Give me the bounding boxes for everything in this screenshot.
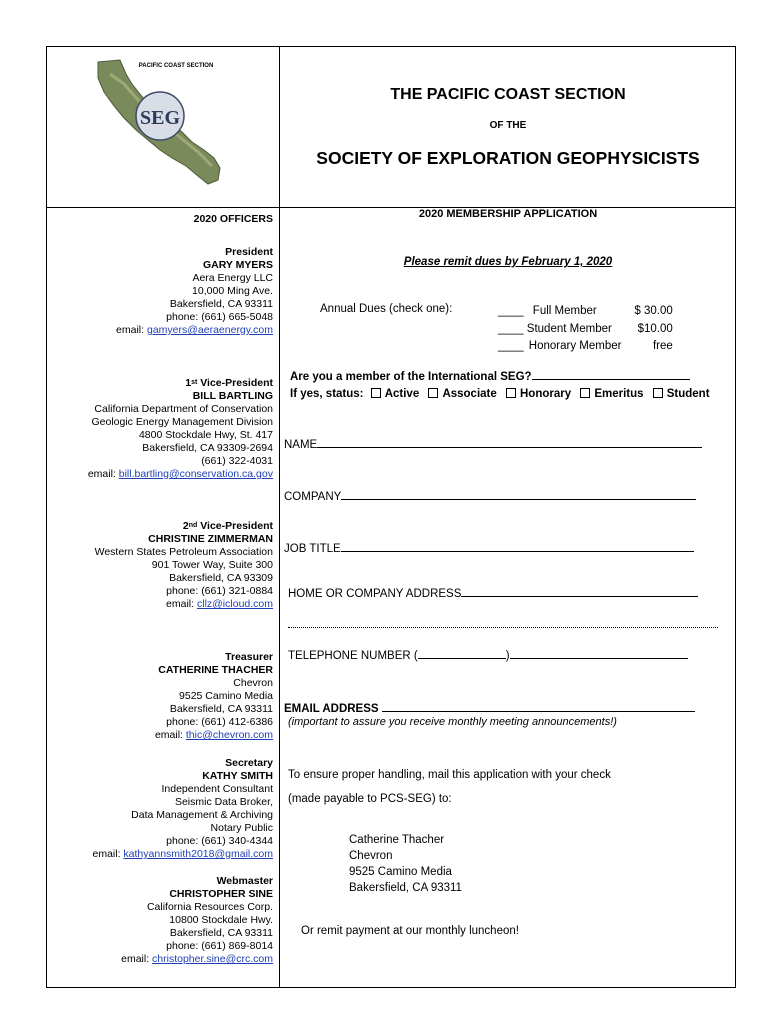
logo-text: SEG [139, 107, 181, 129]
job-title-label: JOB TITLE [284, 543, 341, 555]
title-line-2: OF THE [489, 120, 527, 131]
officer-secretary [92, 757, 273, 861]
job-title-field[interactable] [341, 541, 694, 552]
dues-label: Annual Dues (check one): [320, 303, 453, 315]
name-field[interactable] [317, 437, 702, 448]
email-note: (important to assure you receive monthly meeting announcements!) [288, 716, 617, 728]
officer-line: 901 Tower Way, Suite 300 [151, 559, 273, 571]
email-link[interactable]: cllz@icloud.com [196, 598, 273, 610]
officer-webmaster [121, 875, 273, 966]
officer-role: 2nd Vice-President [182, 520, 273, 532]
email-row [284, 701, 695, 715]
intl-question: Are you a member of the International SEG? [290, 369, 690, 383]
officer-role: Treasurer [225, 651, 273, 663]
officer-line: (661) 322-4031 [201, 455, 273, 467]
officer-role: Secretary [225, 757, 273, 769]
email-field[interactable] [382, 701, 695, 712]
company-label: COMPANY [284, 491, 342, 503]
title-line-1: THE PACIFIC COAST SECTION [390, 86, 626, 103]
email-label: email: [166, 598, 197, 610]
email-link[interactable]: kathyannsmith2018@gmail.com [123, 848, 273, 860]
email-label: email: [87, 468, 119, 480]
officer-name: BILL BARTLING [192, 390, 273, 402]
company-row [284, 489, 696, 503]
email-link[interactable]: christopher.sine@crc.com [152, 953, 273, 965]
officer-vp2 [95, 520, 273, 611]
officer-line: phone: (661) 321-0884 [166, 585, 273, 597]
officer-line: 4800 Stockdale Hwy, St. 417 [138, 429, 273, 441]
email-link[interactable]: thic@chevron.com [185, 729, 273, 741]
mail-line-2: (made payable to PCS-SEG) to: [288, 793, 452, 805]
officer-line: 10,000 Ming Ave. [192, 285, 273, 297]
name-label: NAME [284, 439, 318, 451]
status-associate[interactable]: Associate [428, 388, 496, 400]
mail-address-line: Bakersfield, CA 93311 [349, 882, 462, 894]
officer-line: Chevron [233, 677, 273, 689]
officer-line: Aera Energy LLC [192, 272, 273, 284]
email-label: email: [154, 729, 186, 741]
officer-line: phone: (661) 412-6386 [166, 716, 273, 728]
address-label: HOME OR COMPANY ADDRESS [288, 588, 462, 600]
status-emeritus[interactable]: Emeritus [580, 388, 643, 400]
officer-vp1 [88, 377, 273, 481]
telephone-field[interactable] [510, 648, 688, 659]
officer-president [116, 246, 273, 337]
mail-address-line: 9525 Camino Media [349, 866, 452, 878]
dues-option-honorary[interactable]: ____ Honorary Member free [498, 340, 673, 352]
officer-name: CHRISTOPHER SINE [169, 888, 273, 900]
dues-option-student[interactable]: ____ Student Member $10.00 [498, 322, 673, 335]
officer-line: Independent Consultant [161, 783, 273, 795]
officer-line: California Resources Corp. [146, 901, 273, 913]
title-line-3: SOCIETY OF EXPLORATION GEOPHYSICISTS [316, 148, 700, 168]
checkbox-icon [371, 388, 381, 398]
officer-name: CATHERINE THACHER [158, 664, 273, 676]
officer-line: Data Management & Archiving [131, 809, 273, 821]
status-honorary[interactable]: Honorary [506, 388, 571, 400]
intl-answer-field[interactable] [532, 369, 690, 380]
officer-line: Bakersfield, CA 93309-2694 [142, 442, 273, 454]
officer-line: California Department of Conservation [94, 403, 273, 415]
officer-line: Geologic Energy Management Division [91, 416, 273, 428]
address-row [288, 586, 698, 600]
officer-role: 1st Vice-President [185, 377, 273, 389]
officer-role: President [225, 246, 273, 258]
mail-address [349, 832, 462, 896]
officer-line: Western States Petroleum Association [94, 546, 273, 558]
email-link[interactable]: gamyers@aeraenergy.com [146, 324, 273, 336]
officer-line: phone: (661) 665-5048 [166, 311, 273, 323]
checkbox-icon [653, 388, 663, 398]
checkbox-icon [428, 388, 438, 398]
officer-line: phone: (661) 869-8014 [166, 940, 273, 952]
application-heading: 2020 MEMBERSHIP APPLICATION [418, 208, 598, 220]
remit-note: Please remit dues by February 1, 2020 [403, 256, 613, 268]
officer-name: KATHY SMITH [202, 770, 273, 782]
address-field[interactable] [461, 586, 698, 597]
logo-caption: PACIFIC COAST SECTION [138, 63, 214, 69]
officer-line: Bakersfield, CA 93309 [169, 572, 273, 584]
officer-name: CHRISTINE ZIMMERMAN [148, 533, 273, 545]
officer-line: 9525 Camino Media [179, 690, 273, 702]
dues-option-full[interactable]: ____ Full Member $ 30.00 [498, 305, 673, 317]
officer-line: Bakersfield, CA 93311 [169, 703, 273, 715]
mail-address-line: Chevron [349, 850, 393, 862]
officer-role: Webmaster [216, 875, 273, 887]
officer-name: GARY MYERS [202, 259, 273, 271]
officer-line: Seismic Data Broker, [174, 796, 273, 808]
area-code-field[interactable] [418, 648, 506, 659]
status-student[interactable]: Student [653, 388, 710, 400]
email-label: EMAIL ADDRESS [284, 703, 379, 715]
name-row [284, 437, 702, 451]
luncheon-note: Or remit payment at our monthly luncheon! [301, 925, 519, 937]
email-label: email: [92, 848, 124, 860]
checkbox-icon [580, 388, 590, 398]
mail-line-1: To ensure proper handling, mail this application with your check [288, 769, 611, 781]
email-label: email: [121, 953, 153, 965]
address-field-line-2[interactable] [288, 626, 718, 628]
seg-logo [80, 54, 230, 189]
officer-line: phone: (661) 340-4344 [166, 835, 273, 847]
officer-line: 10800 Stockdale Hwy. [169, 914, 273, 926]
company-field[interactable] [341, 489, 696, 500]
officer-line: Bakersfield, CA 93311 [169, 298, 273, 310]
status-label: If yes, status: [290, 388, 364, 400]
status-row [290, 388, 710, 400]
column-divider [279, 46, 280, 988]
job-title-row [284, 541, 694, 555]
status-active[interactable]: Active [371, 388, 420, 400]
email-link[interactable]: bill.bartling@conservation.ca.gov [118, 468, 273, 480]
officer-treasurer [155, 651, 273, 742]
dues-options [498, 303, 673, 356]
telephone-label: TELEPHONE NUMBER ( [288, 650, 418, 662]
officers-heading: 2020 OFFICERS [193, 213, 273, 225]
officer-line: Bakersfield, CA 93311 [169, 927, 273, 939]
email-label: email: [116, 324, 147, 336]
mail-address-line: Catherine Thacher [349, 834, 445, 846]
checkbox-icon [506, 388, 516, 398]
telephone-row: TELEPHONE NUMBER ( ) [288, 648, 688, 662]
officer-line: Notary Public [210, 822, 273, 834]
